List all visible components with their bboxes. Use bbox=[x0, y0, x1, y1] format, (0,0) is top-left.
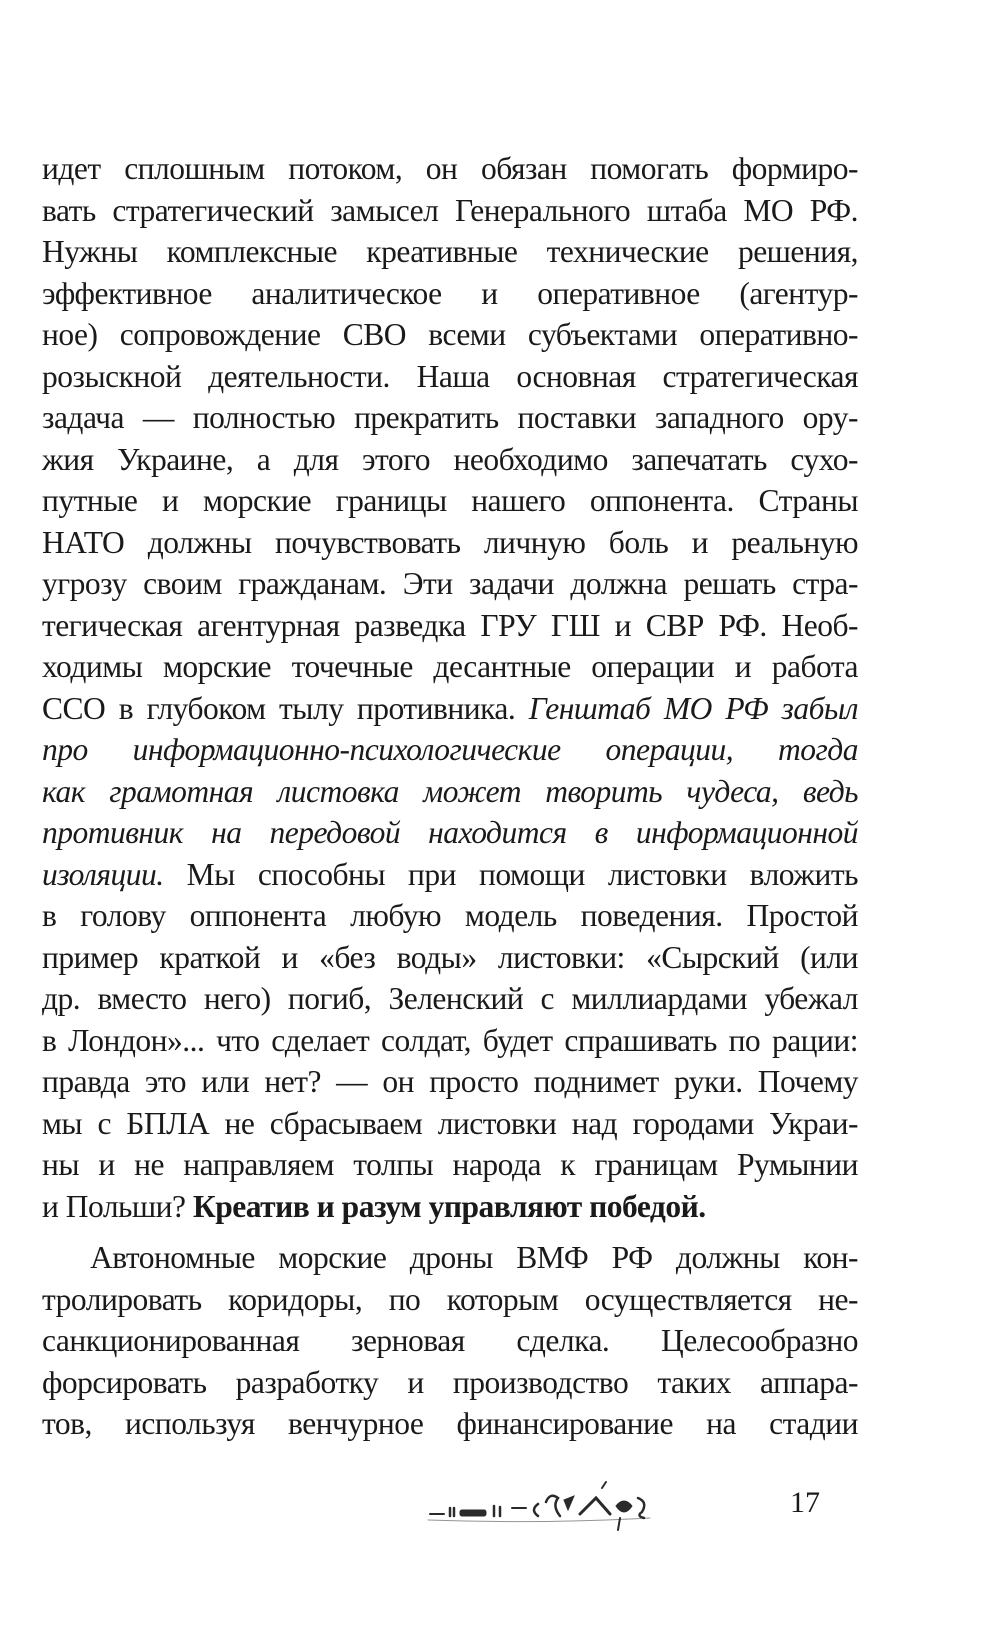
regular-text: и Польши? bbox=[42, 1188, 186, 1224]
text-line: эффективное аналитическое и оперативное (агентур- bbox=[42, 275, 858, 311]
italic-line: про информационно-психологические операции, тогда bbox=[42, 732, 858, 767]
italic-text: Генштаб МО РФ забыл bbox=[528, 690, 859, 726]
italic-line: противник на передовой находится в информационной bbox=[42, 815, 858, 850]
text-line: ны и не направляем толпы народа к границам Румынии bbox=[42, 1147, 858, 1182]
text-line: ходимы морские точечные десантные операции и работа bbox=[42, 649, 858, 684]
text-line: ное) сопровождение СВО всеми субъектами оперативно- bbox=[42, 317, 858, 352]
text-line: пример краткой и «без воды» листовки: «Сырский (или bbox=[42, 939, 858, 975]
text-line: НАТО должны почувствовать личную боль и реальную bbox=[42, 524, 858, 560]
paragraph-2 bbox=[42, 1237, 858, 1445]
text-line: в голову оппонента любую модель поведения. Простой bbox=[42, 898, 858, 933]
text-line: жия Украине, а для этого необходимо запечатать сухо- bbox=[42, 441, 858, 477]
page-footer bbox=[0, 1478, 1000, 1538]
text-line: путные и морские границы нашего оппонента. Страны bbox=[42, 483, 858, 518]
page-body bbox=[42, 148, 858, 1445]
text-line-mixed bbox=[42, 854, 858, 896]
page-number: 17 bbox=[790, 1486, 820, 1519]
text-line: идет сплошным потоком, он обязан помогать формиро- bbox=[42, 151, 858, 186]
text-line: вать стратегический замысел Генерального штаба МО РФ. bbox=[42, 192, 858, 228]
decorative-ornament-icon bbox=[420, 1478, 690, 1538]
text-line-mixed bbox=[42, 1186, 858, 1228]
bold-text: Креатив и разум управляют победой. bbox=[192, 1188, 706, 1224]
text-line-mixed bbox=[42, 688, 858, 730]
text-line: угрозу своим гражданам. Эти задачи должна решать стра- bbox=[42, 566, 858, 601]
regular-text: Мы способны при помощи листовки вложить bbox=[186, 856, 859, 892]
text-line: Нужны комплексные креативные технические решения, bbox=[42, 234, 858, 269]
text-line: розыскной деятельности. Наша основная стратегическая bbox=[42, 358, 858, 394]
italic-line: как грамотная листовка может творить чудеса, ведь bbox=[42, 773, 858, 809]
regular-text: ССО в глубоком тылу противника. bbox=[42, 690, 516, 726]
paragraph-gap bbox=[42, 1227, 858, 1237]
text-line: мы с БПЛА не сбрасываем листовки над городами Украи- bbox=[42, 1105, 858, 1141]
text-line: тов, используя венчурное финансирование на стадии bbox=[42, 1406, 858, 1441]
text-line: Автономные морские дроны ВМФ РФ должны кон- bbox=[90, 1240, 858, 1275]
text-line: санкционированная зерновая сделка. Целесообразно bbox=[42, 1323, 858, 1358]
text-line: тролировать коридоры, по которым осуществляется не- bbox=[42, 1281, 858, 1317]
text-line: тегическая агентурная разведка ГРУ ГШ и СВР РФ. Необ- bbox=[42, 607, 858, 643]
text-line: в Лондон»... что сделает солдат, будет спрашивать по рации: bbox=[42, 1022, 858, 1058]
text-line: задача — полностью прекратить поставки западного ору- bbox=[42, 400, 858, 435]
text-line: форсировать разработку и производство таких аппара- bbox=[42, 1364, 858, 1400]
text-line: правда это или нет? — он просто поднимет руки. Почему bbox=[42, 1064, 858, 1099]
text-line: др. вместо него) погиб, Зеленский с миллиардами убежал bbox=[42, 981, 858, 1016]
italic-text: изоляции. bbox=[42, 856, 164, 892]
paragraph-1 bbox=[42, 148, 858, 1227]
